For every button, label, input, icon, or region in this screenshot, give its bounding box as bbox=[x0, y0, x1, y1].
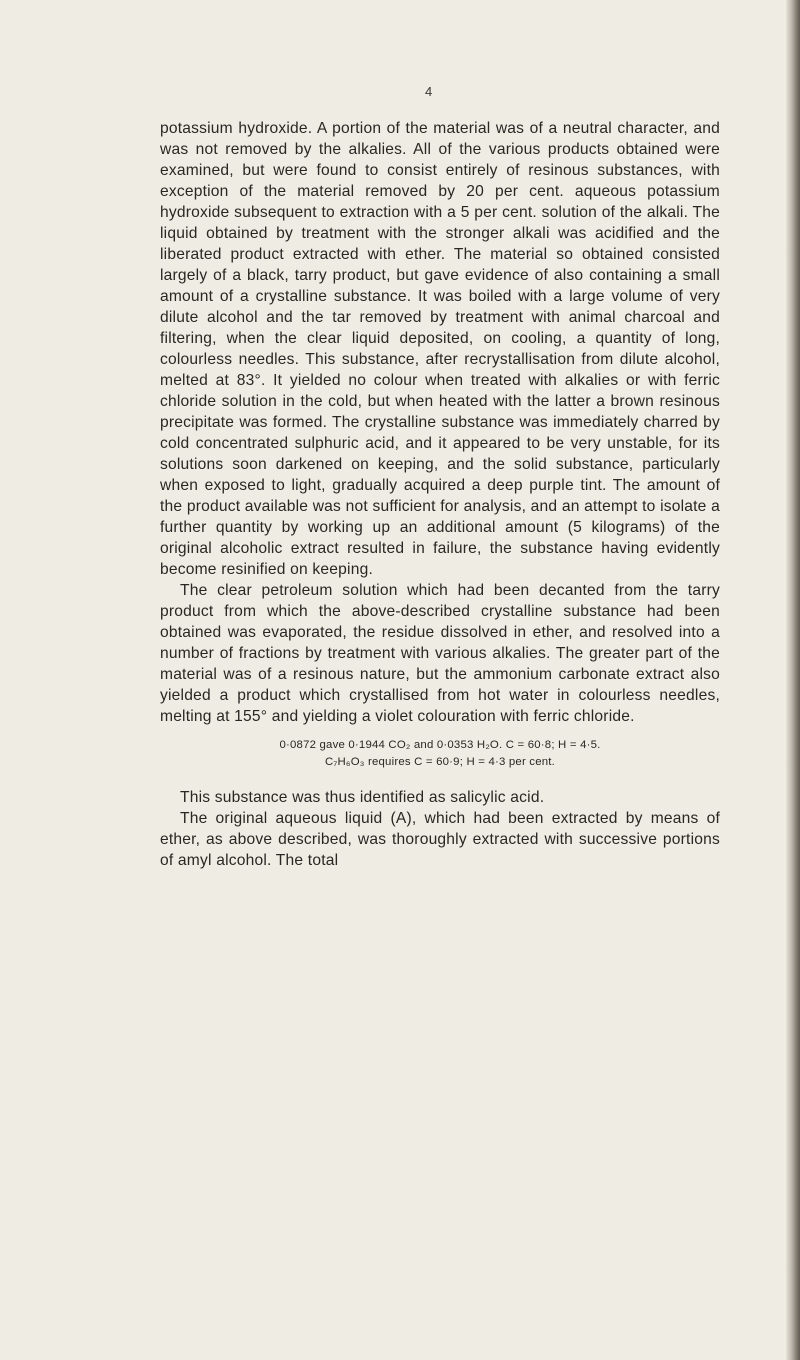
page-number: 4 bbox=[425, 84, 433, 99]
analysis-block bbox=[160, 737, 720, 771]
paragraph-1: potassium hydroxide. A portion of the material was of a neutral character, and was not removed by the alkalies. All of the various products obtained were examined, but were found to consist entirely of resinous substances, with exception of the material removed by 20 per cent. aqueous potassium hydroxide subsequent to extraction with a 5 per cent. solution of the alkali. The liquid obtained by treatment with the stronger alkali was acidified and the liberated product extracted with ether. The material so obtained consisted largely of a black, tarry product, but gave evidence of also containing a small amount of a crystalline substance. It was boiled with a large volume of very dilute alcohol and the tar removed by treatment with animal charcoal and filtering, when the clear liquid deposited, on cooling, a quantity of long, colourless needles. This substance, after recrystallisation from dilute alcohol, melted at 83°. It yielded no colour when treated with alkalies or with ferric chloride solution in the cold, but when heated with the latter a brown resinous precipitate was formed. The crystalline substance was immediately charred by cold concentrated sulphuric acid, and it appeared to be very unstable, for its solutions soon darkened on keeping, and the solid substance, particularly when exposed to light, gradually acquired a deep purple tint. The amount of the product available was not sufficient for analysis, and an attempt to isolate a further quantity by working up an additional amount (5 kilograms) of the original alcoholic extract resulted in failure, the substance having evidently become resinified on keeping. bbox=[160, 120, 720, 578]
page-body bbox=[160, 118, 720, 871]
paragraph-2: The clear petroleum solution which had been decanted from the tarry product from which the above-described crystalline substance had been obtained was evaporated, the residue dissolved in ether, and resolved into a number of fractions by treatment with various alkalies. The greater part of the material was of a resinous nature, but the ammonium carbonate extract also yielded a product which crystallised from hot water in colourless needles, melting at 155° and yielding a violet colouration with ferric chloride. bbox=[160, 582, 720, 725]
analysis-line-2: C₇H₆O₃ requires C = 60·9; H = 4·3 per cent. bbox=[324, 756, 556, 768]
analysis-line-1: 0·0872 gave 0·1944 CO₂ and 0·0353 H₂O. C = 60·8; H = 4·5. bbox=[279, 739, 601, 751]
paragraph-4: The original aqueous liquid (A), which had been extracted by means of ether, as above described, was thoroughly extracted with successive portions of amyl alcohol. The total bbox=[160, 810, 720, 869]
page-edge-shadow bbox=[786, 0, 800, 1360]
paragraph-3: This substance was thus identified as salicylic acid. bbox=[180, 789, 545, 806]
